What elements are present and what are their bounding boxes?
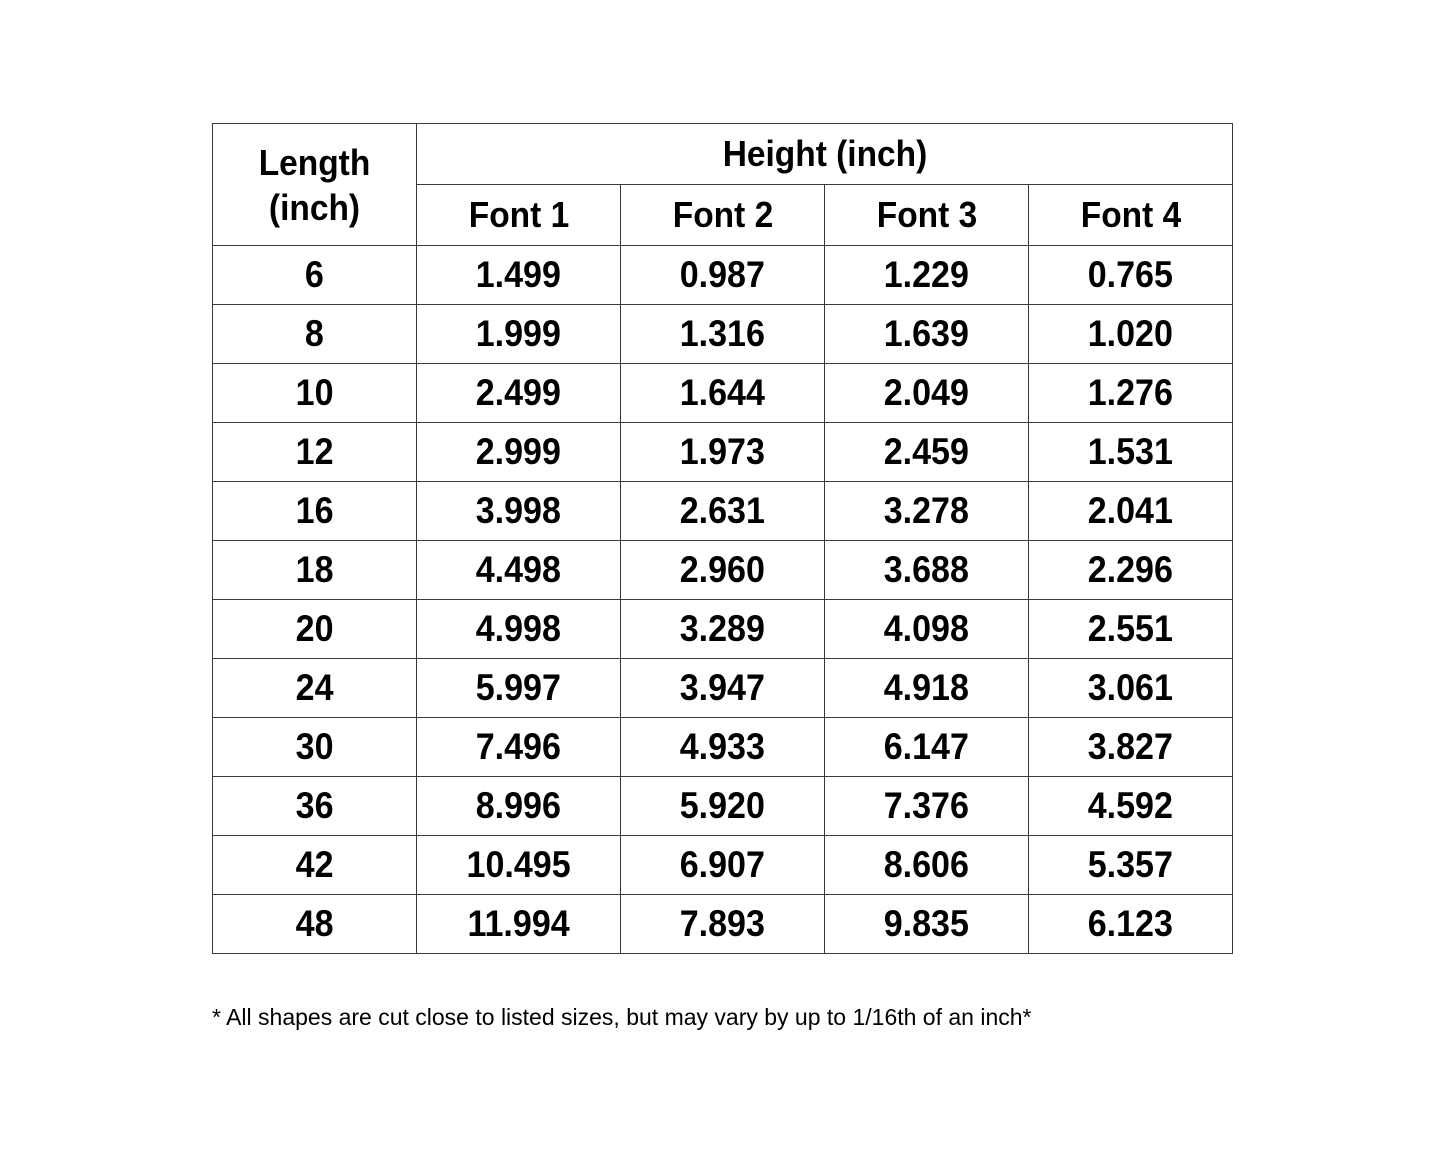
height-value: 1.973 (679, 431, 766, 472)
font-4-label: Font 4 (1080, 194, 1181, 235)
length-value: 12 (295, 431, 334, 472)
table-row (213, 246, 1233, 305)
height-cell-font-2 (621, 246, 825, 305)
height-value: 3.947 (679, 667, 766, 708)
height-value: 3.278 (883, 490, 970, 531)
height-cell-font-2 (621, 541, 825, 600)
length-cell (213, 718, 417, 777)
height-value: 2.999 (475, 431, 562, 472)
height-value: 4.933 (679, 726, 766, 767)
height-cell-font-3 (825, 482, 1029, 541)
height-value: 5.357 (1087, 844, 1174, 885)
height-cell-font-1 (417, 895, 621, 954)
table-row (213, 895, 1233, 954)
height-value: 3.289 (679, 608, 766, 649)
length-value: 24 (295, 667, 334, 708)
height-cell-font-3 (825, 541, 1029, 600)
height-cell-font-3 (825, 305, 1029, 364)
height-cell-font-1 (417, 777, 621, 836)
table-row (213, 777, 1233, 836)
height-value: 4.918 (883, 667, 970, 708)
height-value: 2.041 (1087, 490, 1174, 531)
height-value: 1.644 (679, 372, 766, 413)
height-value: 6.123 (1087, 903, 1174, 944)
table-row (213, 305, 1233, 364)
height-value: 3.827 (1087, 726, 1174, 767)
height-value: 2.499 (475, 372, 562, 413)
height-cell-font-1 (417, 423, 621, 482)
length-column-header (213, 124, 417, 246)
height-cell-font-4 (1029, 836, 1233, 895)
height-cell-font-4 (1029, 895, 1233, 954)
length-cell (213, 246, 417, 305)
height-value: 1.276 (1087, 372, 1174, 413)
length-cell (213, 482, 417, 541)
height-cell-font-2 (621, 364, 825, 423)
height-cell-font-3 (825, 600, 1029, 659)
font-3-header (825, 185, 1029, 246)
height-value: 1.229 (883, 254, 970, 295)
height-cell-font-3 (825, 423, 1029, 482)
height-value: 0.987 (679, 254, 766, 295)
height-value: 3.998 (475, 490, 562, 531)
height-cell-font-4 (1029, 305, 1233, 364)
height-value: 1.499 (475, 254, 562, 295)
height-value: 1.531 (1087, 431, 1174, 472)
height-cell-font-1 (417, 600, 621, 659)
height-value: 7.893 (679, 903, 766, 944)
height-value: 1.316 (679, 313, 766, 354)
height-value: 5.920 (679, 785, 766, 826)
height-value: 2.459 (883, 431, 970, 472)
height-value: 0.765 (1087, 254, 1174, 295)
height-cell-font-1 (417, 246, 621, 305)
height-cell-font-3 (825, 659, 1029, 718)
length-value: 48 (295, 903, 334, 944)
table-row (213, 541, 1233, 600)
height-cell-font-3 (825, 718, 1029, 777)
height-cell-font-2 (621, 659, 825, 718)
height-header-label: Height (inch) (722, 133, 927, 174)
height-cell-font-1 (417, 718, 621, 777)
height-cell-font-2 (621, 482, 825, 541)
length-value: 6 (305, 254, 324, 295)
height-value: 1.020 (1087, 313, 1174, 354)
length-cell (213, 600, 417, 659)
height-cell-font-3 (825, 246, 1029, 305)
length-value: 42 (295, 844, 334, 885)
height-value: 4.998 (475, 608, 562, 649)
height-cell-font-2 (621, 836, 825, 895)
height-value: 7.496 (475, 726, 562, 767)
length-value: 20 (295, 608, 334, 649)
height-cell-font-2 (621, 718, 825, 777)
height-group-header (417, 124, 1233, 185)
header-row-top (213, 124, 1233, 185)
length-value: 36 (295, 785, 334, 826)
length-value: 16 (295, 490, 334, 531)
height-cell-font-4 (1029, 246, 1233, 305)
height-value: 11.994 (467, 903, 570, 944)
font-2-header (621, 185, 825, 246)
font-2-label: Font 2 (672, 194, 773, 235)
height-cell-font-3 (825, 895, 1029, 954)
height-cell-font-2 (621, 305, 825, 364)
font-3-label: Font 3 (876, 194, 977, 235)
size-chart-table (212, 123, 1233, 954)
table-row (213, 718, 1233, 777)
height-cell-font-4 (1029, 777, 1233, 836)
height-value: 5.997 (475, 667, 562, 708)
length-cell (213, 895, 417, 954)
height-cell-font-1 (417, 541, 621, 600)
height-value: 4.498 (475, 549, 562, 590)
length-value: 8 (305, 313, 324, 354)
height-value: 8.606 (883, 844, 970, 885)
height-value: 2.296 (1087, 549, 1174, 590)
length-value: 10 (295, 372, 334, 413)
height-value: 6.907 (679, 844, 766, 885)
table-row (213, 659, 1233, 718)
height-cell-font-4 (1029, 541, 1233, 600)
table-body (213, 246, 1233, 954)
table-row (213, 364, 1233, 423)
height-cell-font-4 (1029, 718, 1233, 777)
font-1-header (417, 185, 621, 246)
height-value: 9.835 (883, 903, 970, 944)
height-cell-font-2 (621, 895, 825, 954)
height-value: 6.147 (883, 726, 970, 767)
font-1-label: Font 1 (468, 194, 569, 235)
length-value: 30 (295, 726, 334, 767)
height-cell-font-2 (621, 600, 825, 659)
height-cell-font-1 (417, 659, 621, 718)
length-cell (213, 364, 417, 423)
height-cell-font-2 (621, 423, 825, 482)
height-value: 2.960 (679, 549, 766, 590)
height-cell-font-2 (621, 777, 825, 836)
font-4-header (1029, 185, 1233, 246)
height-cell-font-1 (417, 305, 621, 364)
height-value: 3.061 (1087, 667, 1174, 708)
height-cell-font-3 (825, 836, 1029, 895)
height-cell-font-4 (1029, 482, 1233, 541)
length-cell (213, 659, 417, 718)
length-header-line1: Length (258, 141, 371, 183)
height-value: 7.376 (883, 785, 970, 826)
table-row (213, 423, 1233, 482)
height-value: 10.495 (466, 844, 571, 885)
length-cell (213, 836, 417, 895)
length-cell (213, 541, 417, 600)
height-value: 1.639 (883, 313, 970, 354)
table-row (213, 600, 1233, 659)
length-cell (213, 423, 417, 482)
table-row (213, 482, 1233, 541)
height-value: 3.688 (883, 549, 970, 590)
height-value: 2.551 (1087, 608, 1174, 649)
table-row (213, 836, 1233, 895)
height-cell-font-1 (417, 364, 621, 423)
length-cell (213, 305, 417, 364)
height-cell-font-4 (1029, 364, 1233, 423)
height-value: 2.631 (679, 490, 766, 531)
height-cell-font-1 (417, 482, 621, 541)
height-cell-font-1 (417, 836, 621, 895)
height-value: 4.592 (1087, 785, 1174, 826)
height-cell-font-3 (825, 364, 1029, 423)
footnote: * All shapes are cut close to listed sizes, but may vary by up to 1/16th of an inch* (212, 1004, 1032, 1030)
height-cell-font-4 (1029, 600, 1233, 659)
length-header-line2: (inch) (268, 186, 361, 228)
height-value: 8.996 (475, 785, 562, 826)
height-value: 1.999 (475, 313, 562, 354)
height-value: 4.098 (883, 608, 970, 649)
length-value: 18 (295, 549, 334, 590)
height-cell-font-4 (1029, 659, 1233, 718)
height-cell-font-4 (1029, 423, 1233, 482)
height-cell-font-3 (825, 777, 1029, 836)
height-value: 2.049 (883, 372, 970, 413)
length-cell (213, 777, 417, 836)
